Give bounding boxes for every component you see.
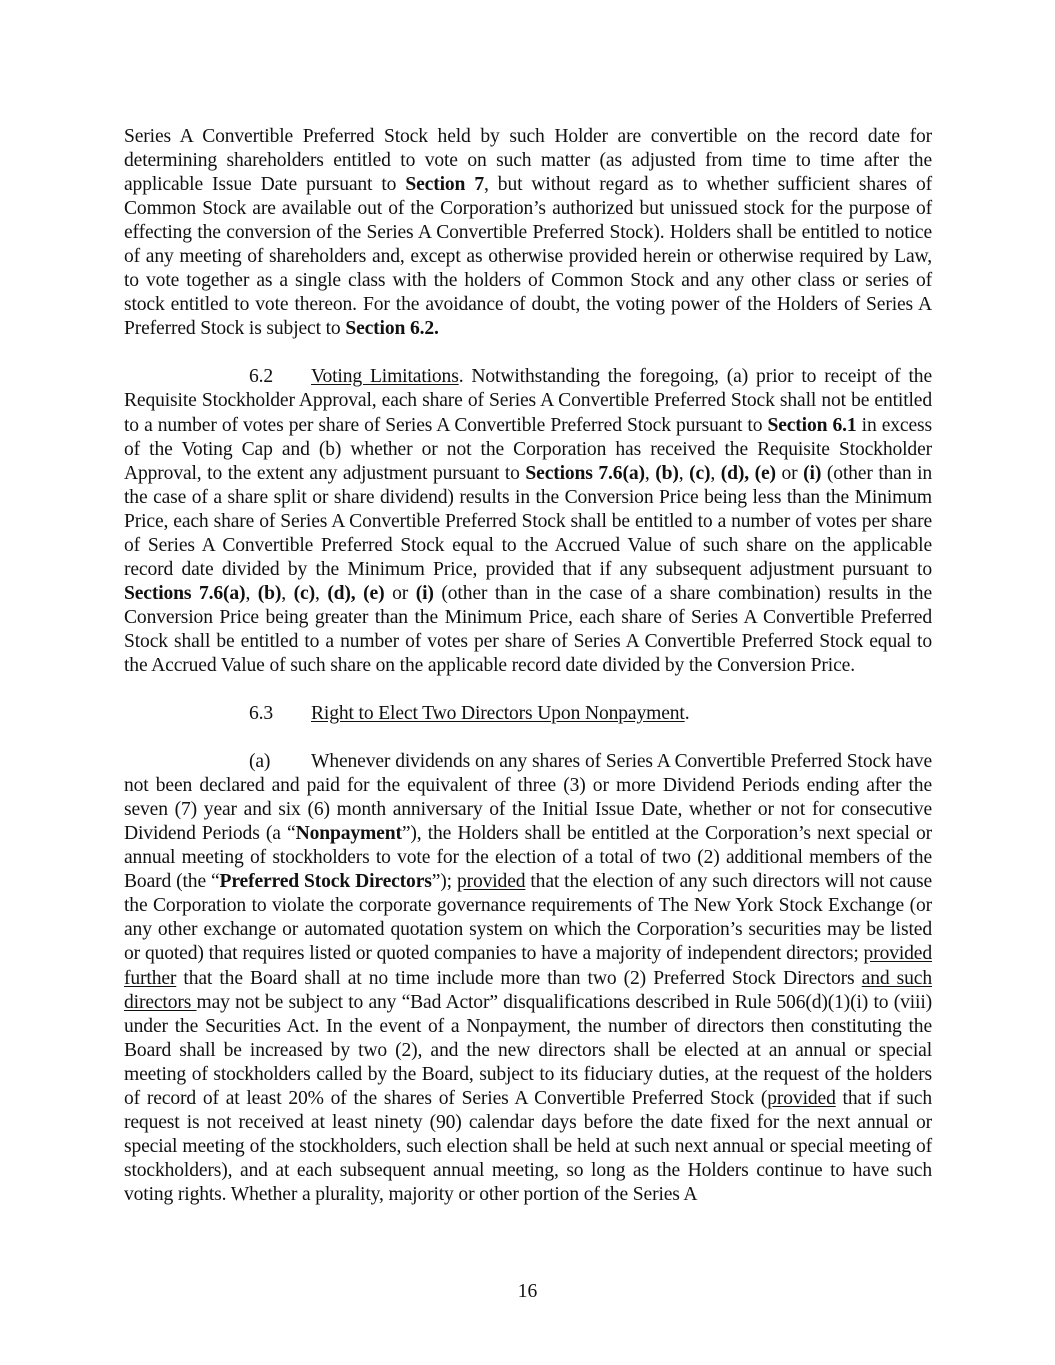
section-reference: (b) — [257, 582, 282, 604]
paragraph-6-3-a — [124, 750, 932, 1207]
section-title: Right to Elect Two Directors Upon Nonpayment — [311, 703, 685, 725]
section-number: 6.3 — [249, 703, 274, 725]
text: or — [775, 462, 804, 484]
document-page — [124, 125, 932, 1231]
section-reference: Sections 7.6(a) — [525, 462, 645, 484]
section-number: 6.2 — [249, 366, 274, 388]
text: that the election of any such directors will not cause the Corporation to violate the corporate governance requirements of The New York Stock Exchange (or any other exchange or automated quotation system on which the Corporation’s securities may be listed or quoted) that requires listed or quoted companies to have a majority of independent directors; — [124, 871, 932, 965]
text: . Notwithstanding the foregoing, (a) prior to receipt of the Requisite Stockholder Approval, each share of Series A Convertible Preferred Stock shall not be entitled to a number of votes per share of Series A Convertible Preferred Stock pursuant to — [124, 366, 933, 436]
section-reference: (c) — [689, 462, 711, 484]
paragraph-6-1-continuation — [124, 125, 932, 341]
text: ”); — [431, 871, 457, 893]
text: Series A Convertible Preferred Stock held by such Holder are convertible on the record date for determining shareholders entitled to vote on such matter (as adjusted from time to time after the applicable Issue Date pursuant to — [124, 126, 932, 196]
section-reference: (i) — [415, 582, 434, 604]
section-reference: Section 7 — [405, 174, 484, 196]
text: , but without regard as to whether sufficient shares of Common Stock are available out of the Corporation’s authorized but unissued stock for the purpose of effecting the conversion of the Series A Convertible Preferred Stock). Holders shall be entitled to notice of any meeting of shareholders and, except as otherwise provided herein or otherwise required by Law, to vote together as a single class with the holders of Common Stock and any other class or series of stock entitled to vote thereon. For the avoidance of doubt, the voting power of the Holders of Series A Preferred Stock is subject to — [124, 174, 932, 340]
defined-term: Nonpayment — [295, 823, 402, 845]
text: in excess of the Voting Cap and (b) whether or not the Corporation has received the Requisite Stockholder Approval, to the extent any adjustment pursuant to — [124, 414, 932, 484]
text: Whenever dividends on any shares of Series A Convertible Preferred Stock have not been declared and paid for the equivalent of three (3) or more Dividend Periods ending after the seven (7) year and six (6) month anniversary of the Initial Issue Date, whether or not for consecutive Dividend Periods (a “ — [124, 751, 932, 845]
text: . — [684, 703, 690, 725]
text: , — [245, 582, 258, 604]
text: , — [678, 462, 690, 484]
section-reference: Sections 7.6(a) — [124, 582, 246, 604]
section-reference: (c) — [293, 582, 315, 604]
text: may not be subject to any “Bad Actor” disqualifications described in Rule 506(d)(1)(i) to (viii) under the Securities Act. In the event of a Nonpayment, the number of directors then constituting the Board shall be increased by two (2), and the new directors shall be elected at an annual or special meeting of stockholders called by the Board, subject to its fiduciary duties, at the request of the holders of record of at least 20% of the shares of Series A Convertible Preferred Stock ( — [124, 991, 932, 1109]
page-number: 16 — [517, 1281, 538, 1302]
section-reference: (d), (e) — [720, 462, 776, 484]
section-title: Voting Limitations — [311, 366, 459, 388]
text: , — [281, 582, 294, 604]
section-reference: Section 6.1 — [767, 414, 857, 436]
text: that if such request is not received at least ninety (90) calendar days before the date fixed for the next annual or special meeting of the stockholders, such election shall be held at such next annual or special meeting of stockholders), and at each subsequent annual meeting, so long as the Holders continue to have such voting rights. Whether a plurality, majority or other portion of the Series A — [124, 1087, 932, 1205]
text: ”), the Holders shall be entitled at the Corporation’s next special or annual meeting of stockholders to vote for the election of a total of two (2) additional members of the Board (the “ — [124, 823, 933, 893]
subsection-number: (a) — [249, 751, 271, 773]
section-reference: (d), (e) — [327, 582, 385, 604]
text: (other than in the case of a share combination) results in the Conversion Price being greater than the Minimum Price, each share of Series A Convertible Preferred Stock shall be entitled to a number of votes per share of Series A Convertible Preferred Stock equal to the Accrued Value of such share on the applicable record date divided by the Conversion Price. — [124, 582, 932, 676]
proviso-term: provided — [767, 1087, 836, 1109]
proviso-term: provided further — [124, 943, 932, 989]
text: that the Board shall at no time include more than two (2) Preferred Stock Directors — [176, 967, 862, 989]
text: (other than in the case of a share split or share dividend) results in the Conversion Price being less than the Minimum Price, each share of Series A Convertible Preferred Stock shall be entitled to a number of votes per share of Series A Convertible Preferred Stock equal to the Accrued Value of such share on the applicable record date divided by the Minimum Price, provided that if any subsequent adjustment pursuant to — [124, 462, 933, 580]
defined-term: Preferred Stock Directors — [219, 871, 432, 893]
text: , — [314, 582, 328, 604]
paragraph-6-2-voting-limitations — [124, 365, 932, 678]
section-reference: Section 6.2. — [345, 318, 439, 340]
text: , — [644, 462, 656, 484]
proviso-term: provided — [456, 871, 526, 893]
section-reference: (b) — [655, 462, 679, 484]
section-reference: (i) — [803, 462, 822, 484]
section-6-3-heading — [124, 702, 932, 726]
text: or — [384, 582, 416, 604]
text: , — [710, 462, 721, 484]
inserted-text: and such directors — [124, 967, 932, 1013]
